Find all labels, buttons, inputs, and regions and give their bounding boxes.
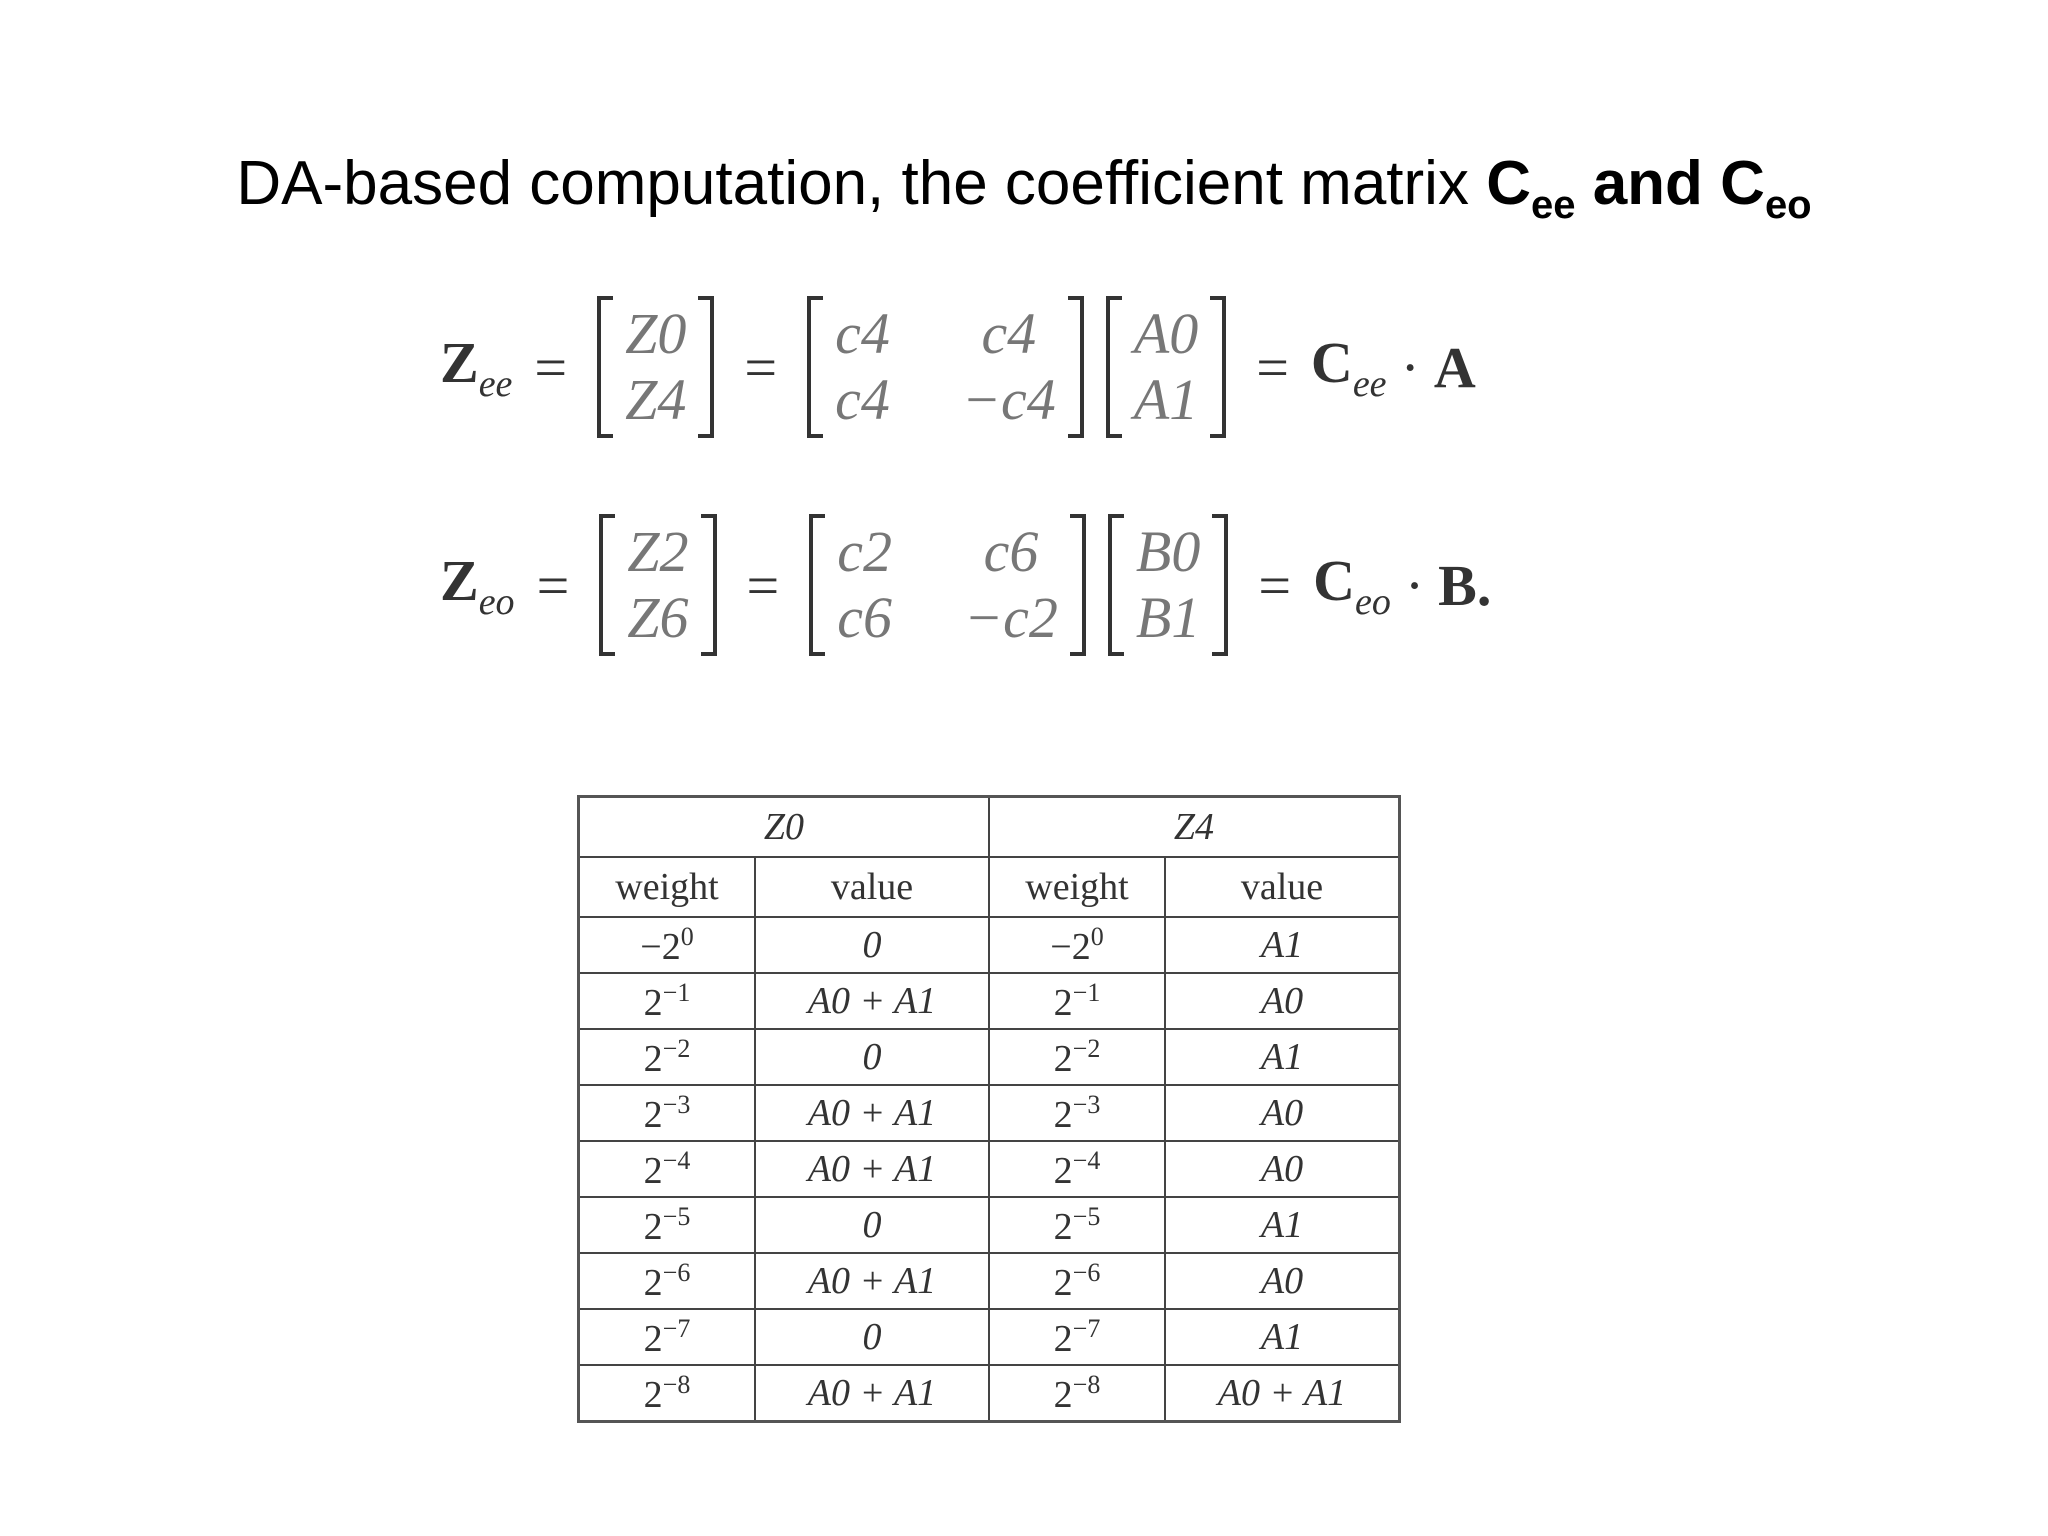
eq2-rhs-vector xyxy=(1124,519,1212,650)
table-row xyxy=(579,1309,1400,1365)
z0-weight-cell: $-2^0$ xyxy=(579,917,756,973)
z0-value-cell: 0 xyxy=(755,1309,989,1365)
z4-value-cell: A0 xyxy=(1165,973,1400,1029)
title-ceo: $C_{eo}$ xyxy=(1720,149,1812,227)
eq1-vec-1: Z4 xyxy=(625,367,687,432)
eq2-lhs: $Z_{eo}$ xyxy=(440,547,515,623)
eq1-result: $C_{ee}$ xyxy=(1310,329,1387,405)
eq2-matrix-right-bracket xyxy=(1070,514,1086,656)
z0-value-cell: 0 xyxy=(755,917,989,973)
z4-weight-cell: $2^{-6}$ xyxy=(989,1253,1165,1309)
z4-weight-cell: $2^{-1}$ xyxy=(989,973,1165,1029)
eq2-rhsvec-right-bracket xyxy=(1212,514,1228,656)
eq1-m-10: c4 xyxy=(835,367,890,432)
eq2-equals-2: = xyxy=(746,552,780,618)
eq1-rhs: A xyxy=(1433,334,1476,400)
eq2-result: $C_{eo}$ xyxy=(1313,547,1391,623)
eq1-vector xyxy=(613,301,698,432)
z4-value-cell: A0 xyxy=(1165,1253,1400,1309)
equation-zee xyxy=(440,292,1476,442)
title-cee: $C_{ee}$ xyxy=(1486,149,1576,227)
z4-weight-cell: $2^{-8}$ xyxy=(989,1365,1165,1422)
table-row xyxy=(579,917,1400,973)
z4-value-cell: A0 xyxy=(1165,1085,1400,1141)
table-row xyxy=(579,1141,1400,1197)
z4-weight-cell: $2^{-3}$ xyxy=(989,1085,1165,1141)
eq2-rhsvec-0: B0 xyxy=(1135,519,1201,584)
eq2-m-01: c6 xyxy=(983,519,1039,584)
z4-value-cell: A0 + A1 xyxy=(1165,1365,1400,1422)
table-row xyxy=(579,973,1400,1029)
z0-weight-cell: $2^{-4}$ xyxy=(579,1141,756,1197)
header-value-1: value xyxy=(755,857,989,917)
z4-value-cell: A0 xyxy=(1165,1141,1400,1197)
eq1-m-11: −c4 xyxy=(961,367,1056,432)
title-text: DA-based computation, the coefficient matrix xyxy=(236,149,1487,218)
z4-weight-cell: $-2^0$ xyxy=(989,917,1165,973)
eq1-matrix-right-bracket xyxy=(1068,296,1084,438)
eq2-rhsvec-left-bracket xyxy=(1108,514,1124,656)
eq1-vec-0: Z0 xyxy=(625,301,687,366)
header-weight-1: weight xyxy=(579,857,756,917)
z4-value-cell: A1 xyxy=(1165,1309,1400,1365)
eq2-equals-1: = xyxy=(536,552,570,618)
da-weight-table xyxy=(577,795,1401,1423)
eq2-vec-1: Z6 xyxy=(627,585,689,650)
z0-weight-cell: $2^{-1}$ xyxy=(579,973,756,1029)
z4-weight-cell: $2^{-2}$ xyxy=(989,1029,1165,1085)
eq1-vec-left-bracket xyxy=(597,296,613,438)
eq2-vec-right-bracket xyxy=(701,514,717,656)
eq1-rhsvec-right-bracket xyxy=(1210,296,1226,438)
z0-value-cell: 0 xyxy=(755,1197,989,1253)
eq2-matrix xyxy=(825,519,1070,650)
group-z0: Z0 xyxy=(579,797,990,858)
z0-value-cell: 0 xyxy=(755,1029,989,1085)
eq1-rhs-vector xyxy=(1122,301,1210,432)
slide-title xyxy=(0,148,2048,241)
eq2-rhsvec-1: B1 xyxy=(1135,585,1201,650)
eq1-m-00: c4 xyxy=(835,301,890,366)
eq1-equals-3: = xyxy=(1256,334,1289,400)
z0-weight-cell: $2^{-2}$ xyxy=(579,1029,756,1085)
eq2-m-11: −c2 xyxy=(964,585,1058,650)
eq1-matrix xyxy=(823,301,1068,432)
eq1-m-01: c4 xyxy=(981,301,1037,366)
z4-weight-cell: $2^{-5}$ xyxy=(989,1197,1165,1253)
eq1-equals-2: = xyxy=(744,334,778,400)
eq2-rhs: B. xyxy=(1438,552,1492,618)
eq2-m-00: c2 xyxy=(837,519,893,584)
table-row xyxy=(579,1365,1400,1422)
z0-value-cell: A0 + A1 xyxy=(755,1253,989,1309)
equation-zeo xyxy=(440,510,1491,660)
eq1-vec-right-bracket xyxy=(698,296,714,438)
eq1-equals-1: = xyxy=(534,334,568,400)
eq1-dot: · xyxy=(1400,334,1420,400)
z0-weight-cell: $2^{-6}$ xyxy=(579,1253,756,1309)
z0-value-cell: A0 + A1 xyxy=(755,973,989,1029)
eq1-rhsvec-0: A0 xyxy=(1133,301,1199,366)
eq2-vec-left-bracket xyxy=(599,514,615,656)
eq2-dot: · xyxy=(1404,552,1425,618)
z0-weight-cell: $2^{-8}$ xyxy=(579,1365,756,1422)
eq1-rhsvec-1: A1 xyxy=(1133,367,1199,432)
z4-value-cell: A1 xyxy=(1165,917,1400,973)
group-z4: Z4 xyxy=(989,797,1400,858)
table-row xyxy=(579,1029,1400,1085)
z0-weight-cell: $2^{-3}$ xyxy=(579,1085,756,1141)
table-row xyxy=(579,1197,1400,1253)
header-value-2: value xyxy=(1165,857,1400,917)
z0-weight-cell: $2^{-5}$ xyxy=(579,1197,756,1253)
title-and: and xyxy=(1575,149,1721,218)
table-body xyxy=(579,917,1400,1422)
eq1-matrix-left-bracket xyxy=(807,296,823,438)
z4-weight-cell: $2^{-7}$ xyxy=(989,1309,1165,1365)
z0-value-cell: A0 + A1 xyxy=(755,1141,989,1197)
table-row xyxy=(579,1253,1400,1309)
table-row xyxy=(579,1085,1400,1141)
z4-value-cell: A1 xyxy=(1165,1197,1400,1253)
z4-weight-cell: $2^{-4}$ xyxy=(989,1141,1165,1197)
eq1-lhs: $Z_{ee}$ xyxy=(440,329,513,405)
eq2-m-10: c6 xyxy=(837,585,893,650)
z0-value-cell: A0 + A1 xyxy=(755,1085,989,1141)
z0-weight-cell: $2^{-7}$ xyxy=(579,1309,756,1365)
eq2-vec-0: Z2 xyxy=(627,519,689,584)
eq2-matrix-left-bracket xyxy=(809,514,825,656)
table-group-row xyxy=(579,797,1400,858)
header-weight-2: weight xyxy=(989,857,1165,917)
eq1-rhsvec-left-bracket xyxy=(1106,296,1122,438)
z4-value-cell: A1 xyxy=(1165,1029,1400,1085)
eq2-vector xyxy=(615,519,700,650)
table-header-row xyxy=(579,857,1400,917)
z0-value-cell: A0 + A1 xyxy=(755,1365,989,1422)
eq2-equals-3: = xyxy=(1258,552,1292,618)
